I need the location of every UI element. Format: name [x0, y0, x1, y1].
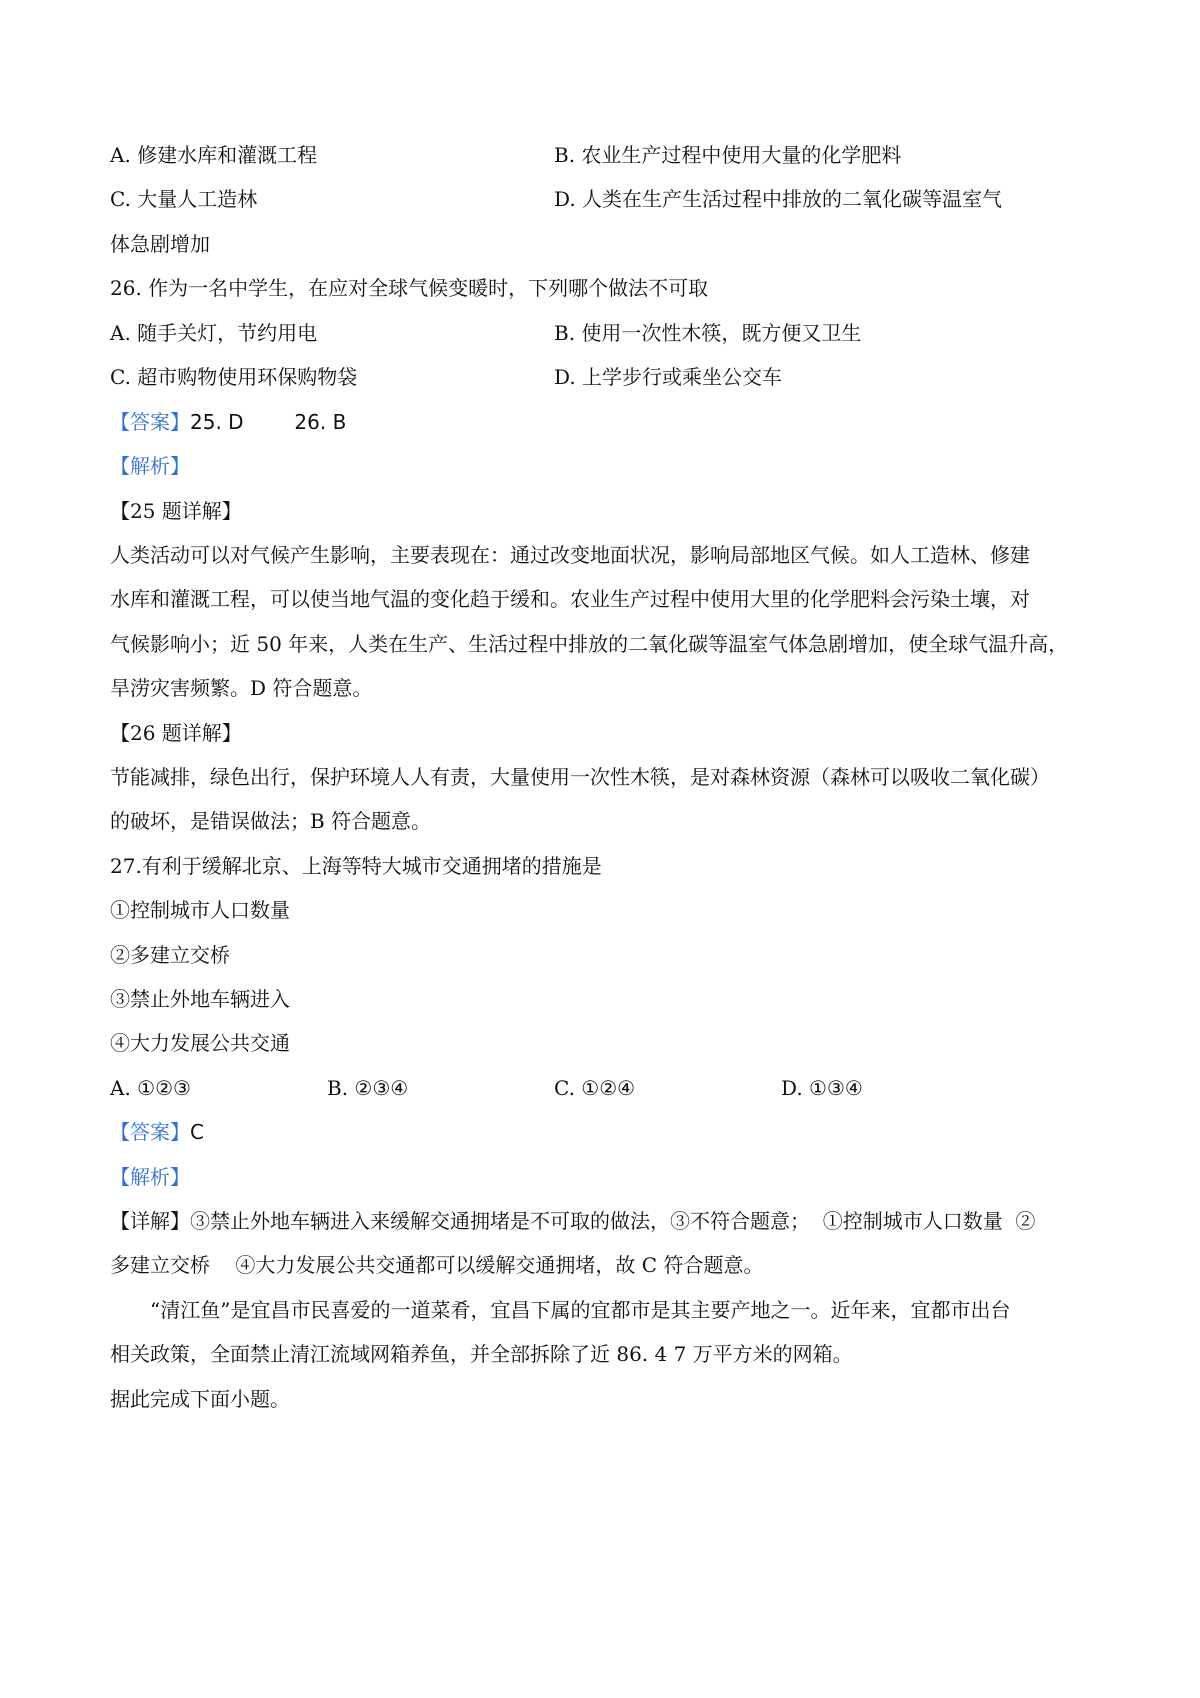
q27-option-b: B. ②③④ — [327, 1076, 409, 1100]
q27-option-d: D. ①③④ — [781, 1076, 863, 1100]
q26-stem: 26. 作为一名中学生，在应对全球气候变暖时，下列哪个做法不可取 — [110, 276, 709, 300]
detail25-line: 水库和灌溉工程，可以使当地气温的变化趋于缓和。农业生产过程中使用大里的化学肥料会污染土壤，对 — [110, 587, 1030, 611]
q27-item-2: ②多建立交桥 — [110, 943, 230, 967]
q25-option-d: D. 人类在生产生活过程中排放的二氧化碳等温室气 — [554, 187, 1003, 211]
passage-line-2: 相关政策，全面禁止清江流域网箱养鱼，并全部拆除了近 86. 4 7 万平方米的网箱。 — [110, 1342, 853, 1366]
q26-option-d: D. 上学步行或乘坐公交车 — [554, 365, 783, 389]
analysis-tag-1 — [110, 451, 1100, 481]
analysis-tag: 【解析】 — [110, 454, 190, 478]
q27-item-4: ④大力发展公共交通 — [110, 1031, 290, 1055]
answer-tag: 【答案】 — [110, 1120, 190, 1144]
q26-option-b: B. 使用一次性木筷，既方便又卫生 — [554, 321, 862, 345]
detail25-heading: 【25 题详解】 — [110, 499, 242, 523]
q27-option-c: C. ①②④ — [554, 1076, 636, 1100]
detail27-text: ③禁止外地车辆进入来缓解交通拥堵是不可取的做法，③不符合题意； ①控制城市人口数量 ② — [190, 1209, 1036, 1233]
answer-tag: 【答案】 — [110, 410, 190, 434]
detail27-line-2: 多建立交桥 ④大力发展公共交通都可以缓解交通拥堵，故 C 符合题意。 — [110, 1253, 764, 1277]
q27-stem: 27.有利于缓解北京、上海等特大城市交通拥堵的措施是 — [110, 854, 602, 878]
answer-text: 25. D 26. B — [190, 410, 347, 434]
answer-block-2 — [110, 1117, 1100, 1147]
q25-option-a: A. 修建水库和灌溉工程 — [110, 143, 318, 167]
answer-block-1 — [110, 407, 1100, 437]
detail27-line-1 — [110, 1206, 1100, 1236]
detail26-heading: 【26 题详解】 — [110, 721, 242, 745]
detail-tag: 【详解】 — [110, 1209, 190, 1233]
q25-option-b: B. 农业生产过程中使用大量的化学肥料 — [554, 143, 902, 167]
analysis-tag-2 — [110, 1162, 1100, 1192]
q27-option-a: A. ①②③ — [110, 1076, 191, 1100]
q25-option-c: C. 大量人工造林 — [110, 187, 258, 211]
analysis-tag: 【解析】 — [110, 1165, 190, 1189]
detail25-line: 气候影响小；近 50 年来，人类在生产、生活过程中排放的二氧化碳等温室气体急剧增加，使全球气温升高， — [110, 632, 1069, 656]
q27-item-3: ③禁止外地车辆进入 — [110, 987, 290, 1011]
q26-option-c: C. 超市购物使用环保购物袋 — [110, 365, 358, 389]
q25-option-d-continued: 体急剧增加 — [110, 232, 210, 256]
detail25-line: 旱涝灾害频繁。D 符合题意。 — [110, 676, 373, 700]
answer-text: C — [190, 1120, 204, 1144]
passage-line-1: “清江鱼”是宜昌市民喜爱的一道菜肴，宜昌下属的宜都市是其主要产地之一。近年来，宜都市出台 — [150, 1298, 1011, 1322]
detail26-line: 的破坏，是错误做法；B 符合题意。 — [110, 809, 432, 833]
passage-line-3: 据此完成下面小题。 — [110, 1387, 290, 1411]
detail25-line: 人类活动可以对气候产生影响，主要表现在：通过改变地面状况，影响局部地区气候。如人工造林、修建 — [110, 543, 1030, 567]
detail26-line: 节能减排，绿色出行，保护环境人人有责，大量使用一次性木筷，是对森林资源（森林可以吸收二氧化碳） — [110, 765, 1050, 789]
q26-option-a: A. 随手关灯，节约用电 — [110, 321, 318, 345]
q27-item-1: ①控制城市人口数量 — [110, 898, 290, 922]
